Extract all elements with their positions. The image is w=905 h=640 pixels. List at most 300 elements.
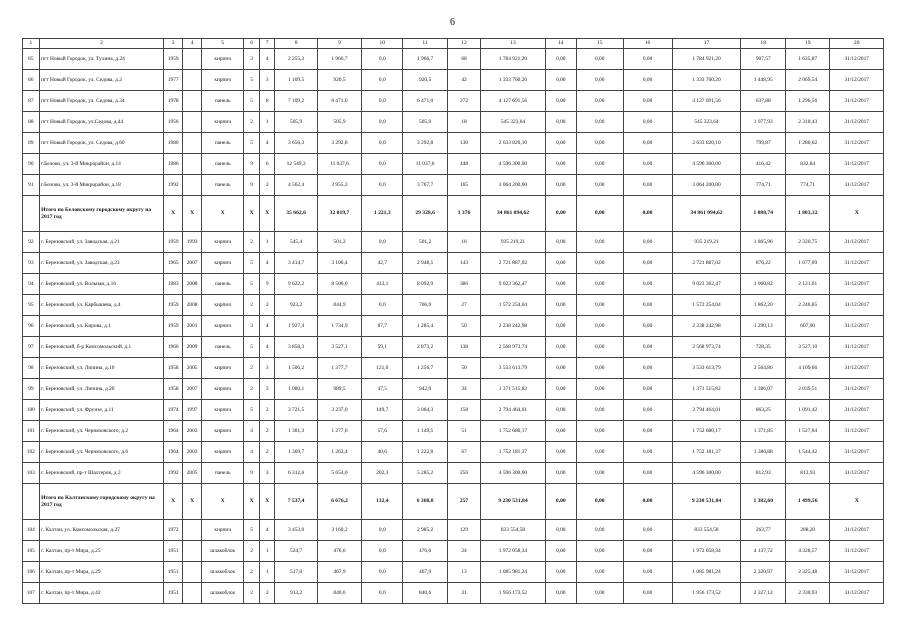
table-cell: 2 bbox=[244, 562, 260, 583]
table-cell: 517,0 bbox=[275, 562, 317, 583]
table-cell: 31/12/2017 bbox=[830, 91, 884, 112]
table-cell: 1 371 515,82 bbox=[481, 379, 546, 400]
address-cell: г. Березовский, ул. Кирова, д.1 bbox=[39, 316, 164, 337]
row-index: 107 bbox=[23, 583, 40, 604]
address-cell: г. Калтан, пр-т Мира, д.29 bbox=[39, 562, 164, 583]
address-cell: г. Березовский, ул. Карбышева, д.4 bbox=[39, 295, 164, 316]
table-cell: 202,3 bbox=[362, 463, 403, 484]
row-index: 95 bbox=[23, 295, 40, 316]
table-cell: 130 bbox=[447, 133, 480, 154]
table-cell: 0,00 bbox=[576, 484, 623, 520]
column-number: 10 bbox=[362, 39, 403, 49]
table-cell: 1 448,95 bbox=[741, 70, 785, 91]
address-cell: г. Березовский, ул. Вольная, д.16 bbox=[39, 274, 164, 295]
table-cell: 31/12/2017 bbox=[830, 232, 884, 253]
table-cell: кирпич bbox=[202, 316, 244, 337]
table-cell: 1 966,7 bbox=[317, 49, 361, 70]
table-cell: 1 277,6 bbox=[317, 421, 361, 442]
table-cell: кирпич bbox=[202, 358, 244, 379]
table-cell: 1 088,74 bbox=[741, 196, 785, 232]
table-cell: 0,0 bbox=[362, 70, 403, 91]
table-cell: 2 bbox=[259, 442, 275, 463]
table-cell: 2 948,5 bbox=[403, 253, 447, 274]
column-number: 11 bbox=[403, 39, 447, 49]
address-cell: г. Калтан, пр-т Мира, д.25 bbox=[39, 541, 164, 562]
table-cell: 1966 bbox=[164, 337, 183, 358]
table-cell: 2005 bbox=[183, 463, 202, 484]
table-cell: 2 568 973,74 bbox=[672, 337, 741, 358]
table-cell: 2007 bbox=[183, 379, 202, 400]
table-cell: 3 bbox=[244, 49, 260, 70]
table-cell: 3 533 613,79 bbox=[481, 358, 546, 379]
table-cell: 9 bbox=[259, 274, 275, 295]
table-cell: 833 554,58 bbox=[481, 520, 546, 541]
table-cell: 1977 bbox=[164, 70, 183, 91]
table-cell: 1993 bbox=[183, 232, 202, 253]
row-index: 96 bbox=[23, 316, 40, 337]
table-row bbox=[23, 400, 884, 421]
table-row bbox=[23, 70, 884, 91]
table-cell: X bbox=[244, 484, 260, 520]
table-cell: 0,00 bbox=[576, 541, 623, 562]
table-cell: 2003 bbox=[183, 442, 202, 463]
address-cell: пгт Новый Городок, ул. Седова, д.60 bbox=[39, 133, 164, 154]
table-cell: 31/12/2017 bbox=[830, 358, 884, 379]
table-cell: 1 091,42 bbox=[785, 400, 829, 421]
table-cell: 476,6 bbox=[317, 541, 361, 562]
row-index: 106 bbox=[23, 562, 40, 583]
table-cell: 0,00 bbox=[545, 442, 576, 463]
table-cell: 3 414,7 bbox=[275, 253, 317, 274]
table-cell: 9 bbox=[244, 463, 260, 484]
table-cell: 1 256,7 bbox=[403, 358, 447, 379]
table-cell: 2 bbox=[244, 358, 260, 379]
table-cell: 27 bbox=[447, 295, 480, 316]
column-number: 20 bbox=[830, 39, 884, 49]
table-cell: 4 562,4 bbox=[275, 175, 317, 196]
table-cell: 1959 bbox=[164, 49, 183, 70]
address-cell: г. Березовский, ул. Черняховского, д.6 bbox=[39, 442, 164, 463]
table-row bbox=[23, 541, 884, 562]
table-cell: 0,00 bbox=[545, 175, 576, 196]
table-cell bbox=[183, 70, 202, 91]
table-cell: 3 527,1 bbox=[317, 337, 361, 358]
table-cell: 4 328,57 bbox=[785, 541, 829, 562]
table-cell: 31/12/2017 bbox=[830, 541, 884, 562]
table-cell: 1 080,1 bbox=[275, 379, 317, 400]
table-cell: кирпич bbox=[202, 400, 244, 421]
table-cell: 149,7 bbox=[362, 400, 403, 421]
page-number: 6 bbox=[450, 17, 455, 28]
table-cell: 2 320,75 bbox=[785, 232, 829, 253]
table-cell: 1 222,8 bbox=[403, 442, 447, 463]
table-cell: 121,0 bbox=[362, 358, 403, 379]
table-cell bbox=[183, 133, 202, 154]
table-cell: 0,00 bbox=[545, 70, 576, 91]
table-cell: X bbox=[259, 196, 275, 232]
table-cell: 0,00 bbox=[623, 232, 672, 253]
table-cell: 2008 bbox=[183, 295, 202, 316]
table-cell: 637,88 bbox=[741, 91, 785, 112]
subtotal-row bbox=[23, 196, 884, 232]
table-cell: 833 554,58 bbox=[672, 520, 741, 541]
table-cell: 18 bbox=[447, 112, 480, 133]
table-cell: 1997 bbox=[183, 400, 202, 421]
table-cell: 5 bbox=[244, 253, 260, 274]
table-cell: 1 506,2 bbox=[275, 358, 317, 379]
table-cell: 31/12/2017 bbox=[830, 337, 884, 358]
housing-table bbox=[22, 38, 884, 604]
table-cell: 50 bbox=[447, 358, 480, 379]
table-cell: 9 bbox=[244, 154, 260, 175]
row-index: 102 bbox=[23, 442, 40, 463]
table-cell: 2 721 887,02 bbox=[672, 253, 741, 274]
table-cell: 0,00 bbox=[623, 541, 672, 562]
table-cell: 1 386,07 bbox=[741, 379, 785, 400]
table-cell: 31/12/2017 bbox=[830, 583, 884, 604]
table-cell: 840,6 bbox=[403, 583, 447, 604]
table-cell: 0,00 bbox=[576, 232, 623, 253]
table-cell: 1 927,4 bbox=[275, 316, 317, 337]
table-cell: 87,7 bbox=[362, 316, 403, 337]
table-cell: 505,9 bbox=[275, 112, 317, 133]
table-cell: 467,9 bbox=[317, 562, 361, 583]
table-cell: 863,25 bbox=[741, 400, 785, 421]
table-cell: 1 149,5 bbox=[403, 421, 447, 442]
table-cell: 2 873,2 bbox=[403, 337, 447, 358]
table-cell: 1 972 058,34 bbox=[672, 541, 741, 562]
table-cell: 3 527,10 bbox=[785, 337, 829, 358]
table-row bbox=[23, 316, 884, 337]
table-cell: 0,00 bbox=[545, 274, 576, 295]
table-cell: 2009 bbox=[183, 337, 202, 358]
table-cell: панель bbox=[202, 337, 244, 358]
table-cell: 2001 bbox=[183, 316, 202, 337]
table-cell: 1 060,82 bbox=[741, 274, 785, 295]
table-cell: 0,0 bbox=[362, 154, 403, 175]
table-cell: 1 382,60 bbox=[741, 484, 785, 520]
table-row bbox=[23, 583, 884, 604]
table-cell: 4 bbox=[244, 442, 260, 463]
table-cell: 2 238 242,98 bbox=[481, 316, 546, 337]
table-cell: кирпич bbox=[202, 112, 244, 133]
table-cell: 0,00 bbox=[623, 133, 672, 154]
table-cell: 0,00 bbox=[545, 232, 576, 253]
table-cell: 4 596 300,00 bbox=[481, 463, 546, 484]
table-cell: 8 bbox=[259, 91, 275, 112]
table-cell: 942,0 bbox=[403, 379, 447, 400]
column-number: 13 bbox=[481, 39, 546, 49]
table-cell: 3 bbox=[259, 358, 275, 379]
table-cell: 16 bbox=[447, 232, 480, 253]
table-row bbox=[23, 232, 884, 253]
table-cell: 5 285,2 bbox=[403, 463, 447, 484]
table-cell: X bbox=[183, 484, 202, 520]
table-cell: шлакоблок bbox=[202, 562, 244, 583]
table-row bbox=[23, 421, 884, 442]
address-cell: г. Березовский, ул. Черняховского, д.2 bbox=[39, 421, 164, 442]
table-cell: 1951 bbox=[164, 583, 183, 604]
table-cell: 1 956 173,52 bbox=[481, 583, 546, 604]
table-cell: 34 861 094,62 bbox=[481, 196, 546, 232]
table-cell: 1959 bbox=[164, 295, 183, 316]
table-cell: 3 237,0 bbox=[317, 400, 361, 421]
table-cell: 1978 bbox=[164, 91, 183, 112]
table-cell: 1 371 515,82 bbox=[672, 379, 741, 400]
table-cell: кирпич bbox=[202, 232, 244, 253]
table-cell: 5 bbox=[244, 274, 260, 295]
table-cell: 1 085 981,24 bbox=[672, 562, 741, 583]
table-cell: 29 328,6 bbox=[403, 196, 447, 232]
table-cell: 9 230 531,84 bbox=[672, 484, 741, 520]
table-cell: 0,0 bbox=[362, 583, 403, 604]
table-cell: 0,00 bbox=[545, 541, 576, 562]
table-cell: 3 064 200,00 bbox=[481, 175, 546, 196]
table-cell: 2 bbox=[244, 583, 260, 604]
table-cell: 1980 bbox=[164, 133, 183, 154]
table-cell: 0,00 bbox=[623, 400, 672, 421]
table-cell: 263,77 bbox=[741, 520, 785, 541]
table-cell: 5 bbox=[244, 520, 260, 541]
table-cell: 3 292,8 bbox=[317, 133, 361, 154]
table-cell: 1 377,7 bbox=[317, 358, 361, 379]
table-cell: 0,00 bbox=[623, 484, 672, 520]
table-cell: 774,71 bbox=[785, 175, 829, 196]
table-cell: 5 bbox=[244, 133, 260, 154]
table-cell: шлакоблок bbox=[202, 583, 244, 604]
table-cell: 34 bbox=[447, 379, 480, 400]
table-cell: 4 bbox=[259, 316, 275, 337]
table-cell: 1 865,96 bbox=[741, 232, 785, 253]
table-cell: 2 bbox=[244, 379, 260, 400]
table-cell: 1 972 058,34 bbox=[481, 541, 546, 562]
table-cell: 143 bbox=[447, 253, 480, 274]
table-cell: 4 596 300,00 bbox=[672, 154, 741, 175]
table-cell: 416,42 bbox=[741, 154, 785, 175]
table-cell: 766,9 bbox=[403, 295, 447, 316]
column-number-row bbox=[23, 39, 884, 49]
row-index: 88 bbox=[23, 112, 40, 133]
table-cell: 2003 bbox=[183, 421, 202, 442]
table-cell: панель bbox=[202, 175, 244, 196]
table-cell: 0,00 bbox=[623, 379, 672, 400]
table-row bbox=[23, 358, 884, 379]
table-cell: 1964 bbox=[164, 442, 183, 463]
table-cell: 2 069,54 bbox=[785, 70, 829, 91]
address-cell: г. Березовский, пр-т Шахтеров, д.3 bbox=[39, 463, 164, 484]
address-cell: г. Березовский, ул. Липина, д.10 bbox=[39, 358, 164, 379]
table-cell: 0,00 bbox=[576, 358, 623, 379]
table-cell: 9 622,2 bbox=[275, 274, 317, 295]
table-cell: 1 369,7 bbox=[275, 442, 317, 463]
table-cell: 1 784 921,20 bbox=[672, 49, 741, 70]
table-cell: 3 106,4 bbox=[317, 253, 361, 274]
table-cell: 0,00 bbox=[576, 379, 623, 400]
table-cell: 0,00 bbox=[623, 274, 672, 295]
table-cell: 0,00 bbox=[576, 253, 623, 274]
table-cell: X bbox=[164, 196, 183, 232]
table-cell: 448 bbox=[447, 154, 480, 175]
address-cell: пгт Новый Городок, ул. Тухина, д.24 bbox=[39, 49, 164, 70]
address-cell: г. Березовский, ул. Фрунзе, д.11 bbox=[39, 400, 164, 421]
table-cell bbox=[183, 520, 202, 541]
table-cell bbox=[183, 541, 202, 562]
column-number: 6 bbox=[244, 39, 260, 49]
table-cell: 31/12/2017 bbox=[830, 175, 884, 196]
table-row bbox=[23, 442, 884, 463]
table-row bbox=[23, 253, 884, 274]
table-cell: 0,00 bbox=[545, 358, 576, 379]
table-cell: 0,00 bbox=[545, 400, 576, 421]
row-index: 104 bbox=[23, 520, 40, 541]
table-cell: 51 bbox=[447, 421, 480, 442]
table-cell: 9 bbox=[244, 175, 260, 196]
table-cell: 1965 bbox=[164, 253, 183, 274]
table-cell: 1983 bbox=[164, 274, 183, 295]
row-index bbox=[23, 196, 40, 232]
table-cell: 0,00 bbox=[576, 295, 623, 316]
table-cell: 42 bbox=[447, 70, 480, 91]
table-cell: 0,0 bbox=[362, 295, 403, 316]
table-cell: 935 219,21 bbox=[481, 232, 546, 253]
table-cell: 7 537,4 bbox=[275, 484, 317, 520]
table-cell: 2 633 820,10 bbox=[481, 133, 546, 154]
row-index: 98 bbox=[23, 358, 40, 379]
table-cell: 0,00 bbox=[576, 133, 623, 154]
address-cell: г.Белово, ул. 3-й Микрорайон, д.18 bbox=[39, 175, 164, 196]
address-cell: г.Белово, ул. 3-й Микрорайон, д.14 bbox=[39, 154, 164, 175]
table-cell: 59,1 bbox=[362, 337, 403, 358]
table-cell: 0,00 bbox=[545, 562, 576, 583]
table-cell: 1 956 173,52 bbox=[672, 583, 741, 604]
table-cell: 0,0 bbox=[362, 112, 403, 133]
table-cell: 2 bbox=[259, 295, 275, 316]
column-number: 18 bbox=[741, 39, 785, 49]
table-cell: 0,00 bbox=[576, 112, 623, 133]
table-cell: 31/12/2017 bbox=[830, 133, 884, 154]
table-cell: 4 bbox=[259, 337, 275, 358]
column-number: 15 bbox=[576, 39, 623, 49]
table-cell: панель bbox=[202, 154, 244, 175]
table-row bbox=[23, 112, 884, 133]
table-row bbox=[23, 337, 884, 358]
table-cell: 138 bbox=[447, 337, 480, 358]
table-cell: 31/12/2017 bbox=[830, 49, 884, 70]
table-cell: 0,00 bbox=[623, 295, 672, 316]
table-cell: 0,00 bbox=[545, 133, 576, 154]
column-number: 19 bbox=[785, 39, 829, 49]
table-cell: 4 bbox=[259, 253, 275, 274]
table-cell: 67 bbox=[447, 442, 480, 463]
table-cell bbox=[183, 562, 202, 583]
table-cell: 6 312,6 bbox=[275, 463, 317, 484]
table-cell: 1 499,56 bbox=[785, 484, 829, 520]
table-cell: 31/12/2017 bbox=[830, 442, 884, 463]
table-cell: 1 386,88 bbox=[741, 442, 785, 463]
table-cell: 1 371,85 bbox=[741, 421, 785, 442]
column-number: 14 bbox=[545, 39, 576, 49]
table-cell: 4 127 691,56 bbox=[672, 91, 741, 112]
table-cell: 0,00 bbox=[576, 337, 623, 358]
table-cell: 0,00 bbox=[576, 196, 623, 232]
table-cell: 989,5 bbox=[317, 379, 361, 400]
row-index: 100 bbox=[23, 400, 40, 421]
row-index: 93 bbox=[23, 253, 40, 274]
column-number: 8 bbox=[275, 39, 317, 49]
table-cell: 2 bbox=[259, 400, 275, 421]
table-cell: 2 238 242,98 bbox=[672, 316, 741, 337]
table-cell: 5 bbox=[244, 70, 260, 91]
table-cell: 505,9 bbox=[403, 112, 447, 133]
table-cell: 832,84 bbox=[785, 154, 829, 175]
column-number: 1 bbox=[23, 39, 40, 49]
table-cell: 476,6 bbox=[403, 541, 447, 562]
table-cell: 840,6 bbox=[317, 583, 361, 604]
table-cell: 2 568 973,74 bbox=[481, 337, 546, 358]
table-cell: 3 bbox=[259, 379, 275, 400]
table-cell: 0,00 bbox=[545, 583, 576, 604]
table-cell: 0,00 bbox=[576, 316, 623, 337]
table-cell: 0,00 bbox=[623, 463, 672, 484]
row-index: 90 bbox=[23, 154, 40, 175]
table-cell: 2 bbox=[244, 112, 260, 133]
table-cell: 1956 bbox=[164, 112, 183, 133]
table-cell: 3 767,7 bbox=[403, 175, 447, 196]
table-cell: 257 bbox=[447, 484, 480, 520]
table-row bbox=[23, 274, 884, 295]
table-cell: 2007 bbox=[183, 253, 202, 274]
table-row bbox=[23, 154, 884, 175]
table-cell: 2 320,97 bbox=[741, 562, 785, 583]
table-cell: 0,00 bbox=[623, 196, 672, 232]
table-cell bbox=[183, 583, 202, 604]
table-cell: 2 794 464,01 bbox=[481, 400, 546, 421]
table-cell: 545,4 bbox=[275, 232, 317, 253]
table-cell: 0,00 bbox=[576, 154, 623, 175]
table-cell: 0,0 bbox=[362, 232, 403, 253]
table-cell: 1 572 254,04 bbox=[481, 295, 546, 316]
row-index: 97 bbox=[23, 337, 40, 358]
table-cell: 0,00 bbox=[576, 463, 623, 484]
table-cell: 0,00 bbox=[576, 562, 623, 583]
subtotal-row bbox=[23, 484, 884, 520]
table-cell: 876,22 bbox=[741, 253, 785, 274]
table-cell: 0,00 bbox=[576, 49, 623, 70]
table-cell: 0,00 bbox=[576, 421, 623, 442]
table-cell: 2 bbox=[259, 583, 275, 604]
row-index: 105 bbox=[23, 541, 40, 562]
table-row bbox=[23, 49, 884, 70]
table-cell: 607,00 bbox=[785, 316, 829, 337]
table-cell: 9 023 362,47 bbox=[672, 274, 741, 295]
table-cell: кирпич bbox=[202, 253, 244, 274]
table-cell: 1 109,5 bbox=[275, 70, 317, 91]
table-cell: 35 662,6 bbox=[275, 196, 317, 232]
table-cell: 31/12/2017 bbox=[830, 112, 884, 133]
table-cell: 0,00 bbox=[545, 154, 576, 175]
table-cell: 1 290,13 bbox=[741, 316, 785, 337]
table-cell: 1 280,62 bbox=[785, 133, 829, 154]
table-cell: 0,00 bbox=[623, 442, 672, 463]
table-cell: 31/12/2017 bbox=[830, 154, 884, 175]
address-cell: пгт Новый Городок, ул. Седова, д.2 bbox=[39, 70, 164, 91]
row-index: 91 bbox=[23, 175, 40, 196]
table-cell: 2 039,51 bbox=[785, 379, 829, 400]
table-cell: 31 bbox=[447, 583, 480, 604]
table-cell: X bbox=[202, 484, 244, 520]
table-cell: 1 333 760,20 bbox=[672, 70, 741, 91]
table-cell: 0,00 bbox=[623, 562, 672, 583]
